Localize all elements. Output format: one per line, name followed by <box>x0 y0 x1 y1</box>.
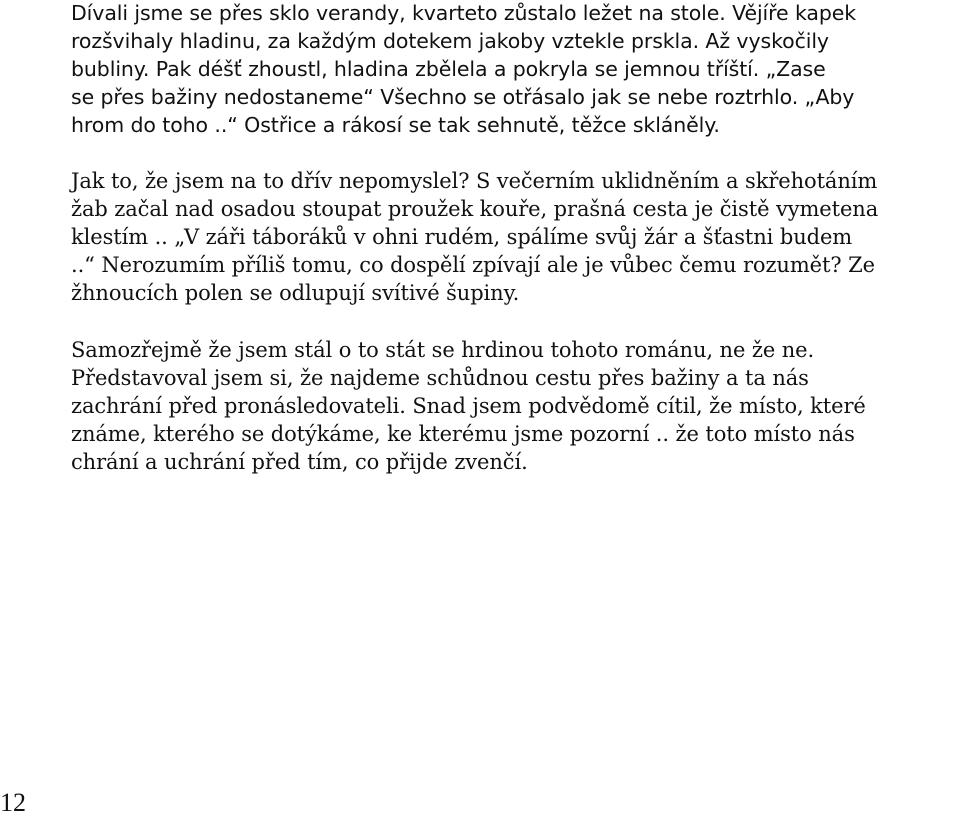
text-line: ..“ Nerozumím příliš tomu, co dospělí zpívají ale je vůbec čemu rozumět? Ze <box>71 253 875 277</box>
text-line: klestím .. „V záři táboráků v ohni rudém, spálíme svůj žár a šťastni budem <box>71 225 853 249</box>
page-number: 12 <box>0 788 26 817</box>
text-line: Dívali jsme se přes sklo verandy, kvarteto zůstalo ležet na stole. Vějíře kapek <box>71 1 857 25</box>
text-line: zachrání před pronásledovateli. Snad jsem podvědomě cítil, že místo, které <box>71 394 866 418</box>
text-line: Jak to, že jsem na to dřív nepomyslel? S večerním uklidněním a skřehotáním <box>71 169 878 193</box>
text-line: Představoval jsem si, že najdeme schůdnou cestu přes bažiny a ta nás <box>71 366 809 390</box>
text-line: známe, kterého se dotýkáme, ke kterému jsme pozorní .. že toto místo nás <box>71 422 855 446</box>
text-line: žhnoucích polen se odlupují svítivé šupiny. <box>71 281 520 305</box>
text-line: se přes bažiny nedostaneme“ Všechno se otřásalo jak se nebe roztrhlo. „Aby <box>71 85 855 109</box>
text-line: bubliny. Pak déšť zhoustl, hladina zbělela a pokryla se jemnou tříští. „Zase <box>71 57 826 81</box>
text-line: Samozřejmě že jsem stál o to stát se hrdinou tohoto románu, ne že ne. <box>71 338 815 362</box>
text-line: žab začal nad osadou stoupat proužek kouře, prašná cesta je čistě vymetena <box>71 197 879 221</box>
text-line: hrom do toho ..“ Ostřice a rákosí se tak sehnutě, těžce skláněly. <box>71 113 720 137</box>
text-line: rozšvihaly hladinu, za každým dotekem jakoby vztekle prskla. Až vyskočily <box>71 29 829 53</box>
text-line: chrání a uchrání před tím, co přijde zvenčí. <box>71 450 528 474</box>
